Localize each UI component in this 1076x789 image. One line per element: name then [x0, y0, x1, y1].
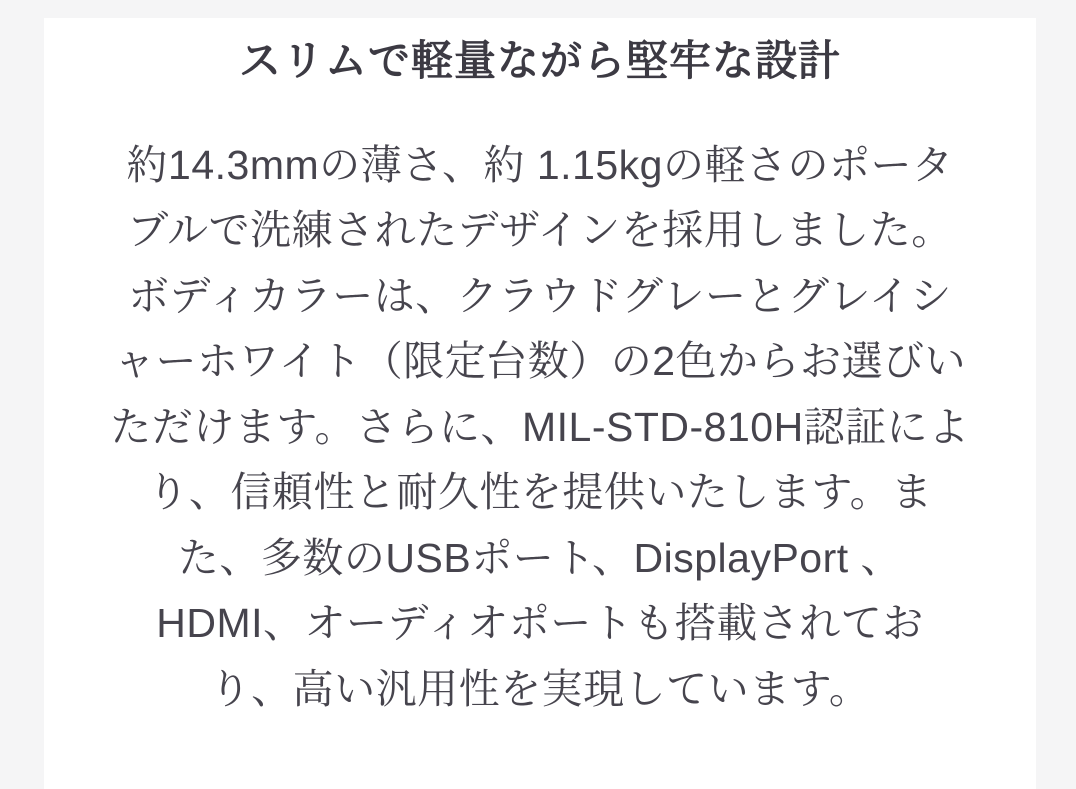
paragraph-line: HDMI、オーディオポートも搭載されてお	[156, 600, 924, 647]
section-paragraph	[82, 133, 998, 723]
paragraph-line: 約14.3mmの薄さ、約 1.15kgの軽さのポータ	[126, 141, 954, 188]
paragraph-line: り、高い汎用性を実現しています。	[209, 665, 871, 712]
product-description-card	[44, 18, 1036, 789]
paragraph-line: ボディカラーは、クラウドグレーとグレイシ	[128, 272, 952, 319]
paragraph-line: ブルで洗練されたデザインを採用しました。	[127, 207, 953, 254]
paragraph-line: ただけます。さらに、MIL-STD-810H認証によ	[110, 403, 970, 450]
paragraph-line: り、信頼性と耐久性を提供いたします。ま	[147, 469, 933, 516]
paragraph-line: ャーホワイト（限定台数）の2色からお選びい	[113, 338, 967, 385]
section-heading: スリムで軽量ながら堅牢な設計	[238, 37, 841, 84]
paragraph-line: た、多数のUSBポート、DisplayPort 、	[177, 534, 903, 581]
